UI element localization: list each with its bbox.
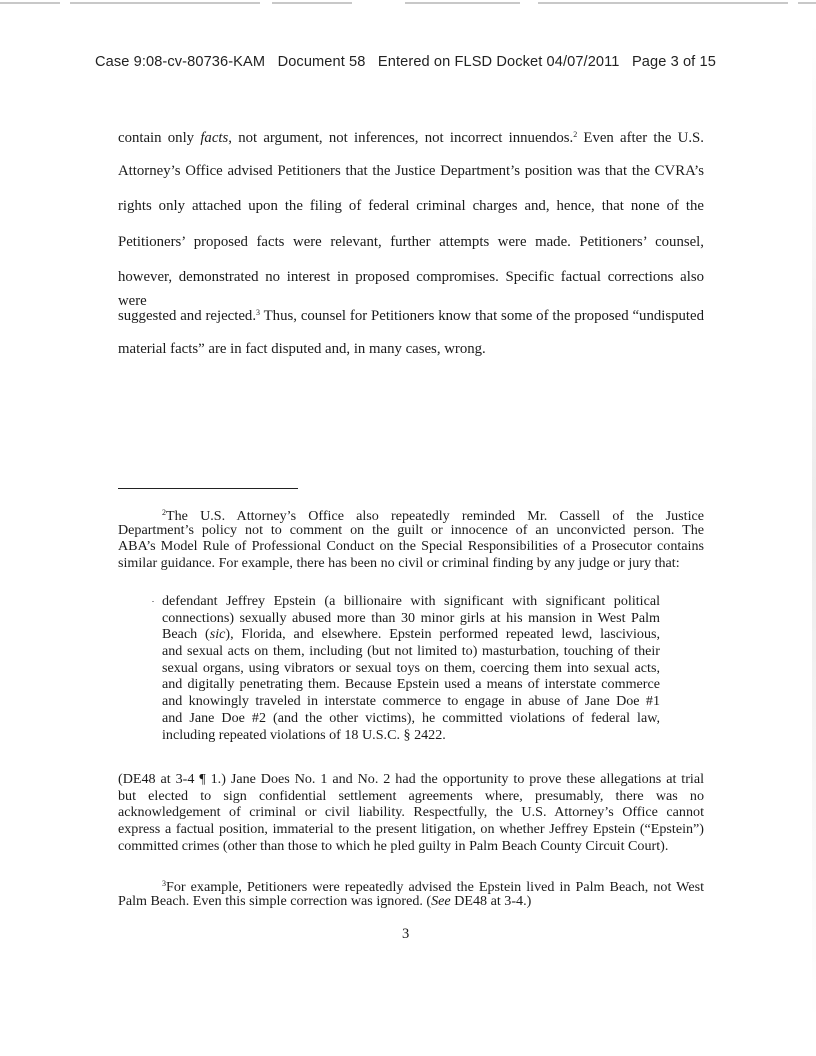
footnote-line: committed crimes (other than those to which he pled guilty in Palm Beach County Circuit Court). [118,837,669,854]
block-quote [162,593,660,743]
footnote-separator [118,488,298,489]
page-number: 3 [402,926,410,942]
footnote-line: ABA’s Model Rule of Professional Conduct on the Special Responsibilities of a Prosecutor contains [118,538,704,555]
footnote-line: Palm Beach. Even this simple correction was ignored. (See DE48 at 3-4.) [118,892,532,909]
footnote-line: (DE48 at 3-4 ¶ 1.) Jane Does No. 1 and No. 2 had the opportunity to prove these allegations at trial [118,771,704,787]
footnote-line: $^2$The U.S. Attorney’s Office also repeatedly reminded Mr. Cassell of the Justice [162,508,704,524]
quote-line: connections) sexually abused more than 30 minor girls at his mansion in West Palm [162,609,660,626]
body-text [118,123,704,372]
body-line: material facts” are in fact disputed and, in many cases, wrong. [118,340,486,357]
footnote-3 [118,876,704,909]
footnote-line: similar guidance. For example, there has been no civil or criminal finding by any judge or jury that: [118,555,680,572]
case-header: Case 9:08-cv-80736-KAM Document 58 Entered on FLSD Docket 04/07/2011 Page 3 of 15 [95,54,716,70]
quote-line: and Jane Doe #2 (and the other victims), he committed violations of federal law, [162,709,660,726]
quote-line: and knowingly traveled in interstate commerce to engage in abuse of Jane Doe #1 [162,693,660,710]
quote-line: sexual organs, using vibrators or sexual toys on them, coercing them into sexual acts, [162,659,660,676]
footnote-line: acknowledgement of criminal or civil liability. Respectfully, the U.S. Attorney’s Office cannot [118,804,704,821]
footnote-line: but elected to sign confidential settlement agreements where, presumably, there was no [118,787,704,804]
footnote-2-continued [118,771,704,854]
body-line: rights only attached upon the filing of federal criminal charges and, hence, that none of the [118,198,704,215]
body-line: contain only facts, not argument, not inferences, not incorrect innuendos.$^2$ Even after the U.S. [118,130,704,146]
footnote-line: Department’s policy not to comment on the guilt or innocence of an unconvicted person. The [118,521,704,538]
quote-line: and sexual acts on them, including (but not limited to) masturbation, touching of their [162,643,660,660]
scan-artifact [0,0,816,10]
body-line: however, demonstrated no interest in proposed compromises. Specific factual corrections also were [118,269,704,310]
body-line: suggested and rejected.$^3$ Thus, counsel for Petitioners know that some of the proposed “undisputed [118,307,704,324]
quote-line: including repeated violations of 18 U.S.C. § 2422. [162,726,446,743]
footnote-line: express a factual position, immaterial to the present litigation, on whether Jeffrey Epstein (“Epstein”) [118,821,704,838]
quote-line: Beach (sic), Florida, and elsewhere. Epstein performed repeated lewd, lascivious, [162,626,660,643]
quote-line: and digitally penetrating them. Because Epstein used a means of interstate commerce [162,676,660,693]
body-line: Attorney’s Office advised Petitioners that the Justice Department’s position was that the CVRA’s [118,162,704,179]
footnote-2 [118,505,704,572]
body-line: Petitioners’ proposed facts were relevant, further attempts were made. Petitioners’ counsel, [118,233,704,250]
scan-speck [152,601,154,602]
scan-edge [812,20,816,1020]
quote-line: defendant Jeffrey Epstein (a billionaire with significant with significant political [162,593,660,609]
footnote-line: $^3$For example, Petitioners were repeatedly advised the Epstein lived in Palm Beach, not West [162,879,704,895]
